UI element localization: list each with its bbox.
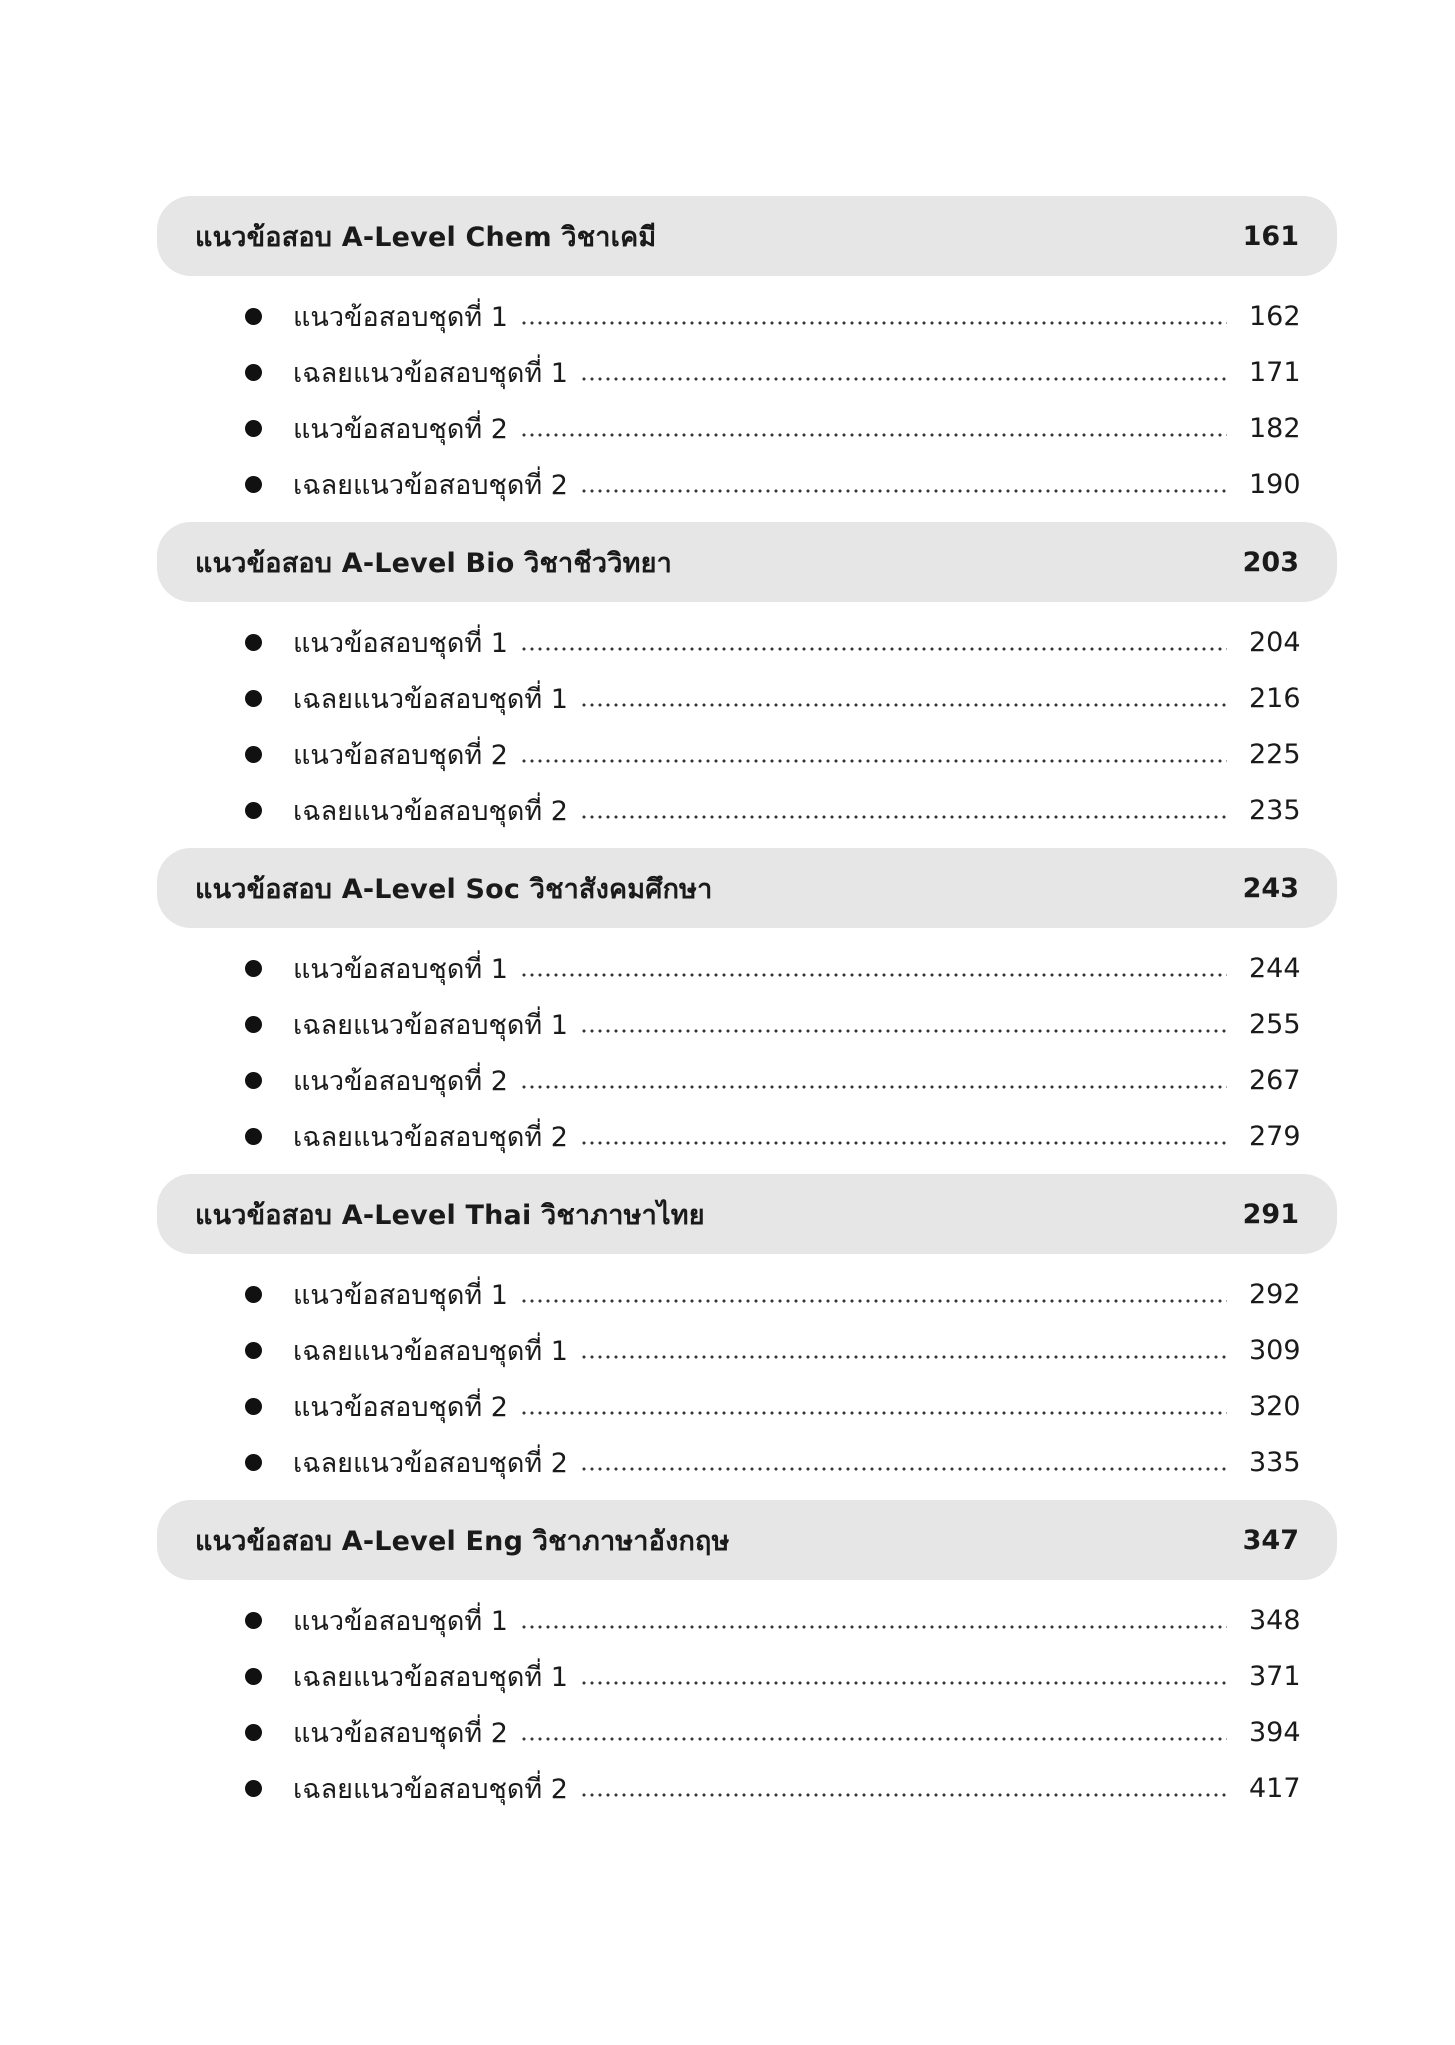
toc-entry bbox=[157, 726, 1337, 782]
toc-entry-page: 371 bbox=[1249, 1660, 1301, 1692]
toc-entry bbox=[157, 344, 1337, 400]
toc-entry-label: แนวข้อสอบชุดที่ 2 bbox=[293, 1065, 508, 1097]
bullet-icon bbox=[245, 1724, 262, 1741]
dot-leader bbox=[520, 973, 1227, 977]
dot-leader bbox=[520, 321, 1227, 325]
toc-entry bbox=[157, 1108, 1337, 1164]
section-page-number: 161 bbox=[1242, 220, 1299, 252]
toc-entry bbox=[157, 400, 1337, 456]
dot-leader bbox=[520, 433, 1227, 437]
toc-entry bbox=[157, 614, 1337, 670]
toc-entry-page: 394 bbox=[1249, 1716, 1301, 1748]
toc-entry-page: 171 bbox=[1249, 356, 1301, 388]
toc-entry-label: เฉลยแนวข้อสอบชุดที่ 1 bbox=[293, 1335, 568, 1367]
toc-entry bbox=[157, 1704, 1337, 1760]
section-items bbox=[157, 1254, 1337, 1490]
toc-entry bbox=[157, 670, 1337, 726]
toc-entry-page: 309 bbox=[1249, 1334, 1301, 1366]
bullet-icon bbox=[245, 960, 262, 977]
dot-leader bbox=[580, 1681, 1227, 1685]
toc-entry-label: เฉลยแนวข้อสอบชุดที่ 1 bbox=[293, 1661, 568, 1693]
bullet-icon bbox=[245, 1668, 262, 1685]
toc-entry-label: แนวข้อสอบชุดที่ 1 bbox=[293, 1279, 508, 1311]
dot-leader bbox=[520, 759, 1227, 763]
bullet-icon bbox=[245, 802, 262, 819]
toc-entry bbox=[157, 1434, 1337, 1490]
toc-entry bbox=[157, 1378, 1337, 1434]
toc-entry-label: แนวข้อสอบชุดที่ 1 bbox=[293, 301, 508, 333]
section-page-number: 243 bbox=[1242, 872, 1299, 904]
section-header bbox=[157, 1174, 1337, 1254]
toc-entry-page: 279 bbox=[1249, 1120, 1301, 1152]
section-items bbox=[157, 1580, 1337, 1816]
bullet-icon bbox=[245, 308, 262, 325]
section-header bbox=[157, 848, 1337, 928]
toc-entry-page: 190 bbox=[1249, 468, 1301, 500]
section-title: แนวข้อสอบ A-Level Bio วิชาชีววิทยา bbox=[195, 547, 672, 579]
dot-leader bbox=[580, 1355, 1227, 1359]
toc-entry-label: แนวข้อสอบชุดที่ 1 bbox=[293, 1605, 508, 1637]
dot-leader bbox=[580, 377, 1227, 381]
section-title: แนวข้อสอบ A-Level Thai วิชาภาษาไทย bbox=[195, 1199, 705, 1231]
bullet-icon bbox=[245, 1398, 262, 1415]
toc-entry-label: แนวข้อสอบชุดที่ 1 bbox=[293, 953, 508, 985]
toc-entry-label: แนวข้อสอบชุดที่ 1 bbox=[293, 627, 508, 659]
toc-entry-label: เฉลยแนวข้อสอบชุดที่ 2 bbox=[293, 469, 568, 501]
toc-entry-label: แนวข้อสอบชุดที่ 2 bbox=[293, 413, 508, 445]
section-header bbox=[157, 522, 1337, 602]
table-of-contents bbox=[157, 196, 1337, 1826]
dot-leader bbox=[580, 489, 1227, 493]
toc-section-chem bbox=[157, 196, 1337, 512]
dot-leader bbox=[580, 1467, 1227, 1471]
bullet-icon bbox=[245, 746, 262, 763]
toc-entry bbox=[157, 940, 1337, 996]
toc-entry bbox=[157, 1266, 1337, 1322]
dot-leader bbox=[520, 1625, 1227, 1629]
toc-entry-page: 216 bbox=[1249, 682, 1301, 714]
bullet-icon bbox=[245, 1072, 262, 1089]
toc-entry bbox=[157, 1052, 1337, 1108]
toc-entry bbox=[157, 1760, 1337, 1816]
bullet-icon bbox=[245, 1286, 262, 1303]
dot-leader bbox=[520, 647, 1227, 651]
section-items bbox=[157, 276, 1337, 512]
toc-entry bbox=[157, 996, 1337, 1052]
section-items bbox=[157, 928, 1337, 1164]
dot-leader bbox=[520, 1737, 1227, 1741]
toc-entry bbox=[157, 1592, 1337, 1648]
toc-entry bbox=[157, 1648, 1337, 1704]
toc-entry-page: 204 bbox=[1249, 626, 1301, 658]
toc-section-soc bbox=[157, 848, 1337, 1164]
toc-entry-label: เฉลยแนวข้อสอบชุดที่ 2 bbox=[293, 795, 568, 827]
toc-entry bbox=[157, 456, 1337, 512]
toc-section-eng bbox=[157, 1500, 1337, 1816]
toc-entry-page: 348 bbox=[1249, 1604, 1301, 1636]
section-title: แนวข้อสอบ A-Level Eng วิชาภาษาอังกฤษ bbox=[195, 1525, 730, 1557]
bullet-icon bbox=[245, 1454, 262, 1471]
toc-entry-label: แนวข้อสอบชุดที่ 2 bbox=[293, 1391, 508, 1423]
toc-entry-page: 244 bbox=[1249, 952, 1301, 984]
toc-entry-page: 255 bbox=[1249, 1008, 1301, 1040]
section-page-number: 291 bbox=[1242, 1198, 1299, 1230]
dot-leader bbox=[580, 703, 1227, 707]
section-title: แนวข้อสอบ A-Level Chem วิชาเคมี bbox=[195, 221, 657, 253]
toc-entry-page: 320 bbox=[1249, 1390, 1301, 1422]
section-header bbox=[157, 196, 1337, 276]
toc-entry-page: 225 bbox=[1249, 738, 1301, 770]
bullet-icon bbox=[245, 476, 262, 493]
toc-entry-label: เฉลยแนวข้อสอบชุดที่ 2 bbox=[293, 1447, 568, 1479]
section-items bbox=[157, 602, 1337, 838]
toc-entry-page: 335 bbox=[1249, 1446, 1301, 1478]
toc-entry bbox=[157, 1322, 1337, 1378]
dot-leader bbox=[580, 1029, 1227, 1033]
toc-entry bbox=[157, 288, 1337, 344]
dot-leader bbox=[580, 1793, 1227, 1797]
dot-leader bbox=[520, 1299, 1227, 1303]
section-page-number: 203 bbox=[1242, 546, 1299, 578]
toc-entry-page: 235 bbox=[1249, 794, 1301, 826]
toc-entry-label: เฉลยแนวข้อสอบชุดที่ 1 bbox=[293, 1009, 568, 1041]
bullet-icon bbox=[245, 1016, 262, 1033]
toc-section-thai bbox=[157, 1174, 1337, 1490]
toc-entry-label: เฉลยแนวข้อสอบชุดที่ 2 bbox=[293, 1121, 568, 1153]
dot-leader bbox=[520, 1411, 1227, 1415]
section-title: แนวข้อสอบ A-Level Soc วิชาสังคมศึกษา bbox=[195, 873, 713, 905]
section-page-number: 347 bbox=[1242, 1524, 1299, 1556]
bullet-icon bbox=[245, 1780, 262, 1797]
toc-entry-label: แนวข้อสอบชุดที่ 2 bbox=[293, 739, 508, 771]
bullet-icon bbox=[245, 1128, 262, 1145]
bullet-icon bbox=[245, 364, 262, 381]
dot-leader bbox=[520, 1085, 1227, 1089]
toc-entry-label: เฉลยแนวข้อสอบชุดที่ 1 bbox=[293, 683, 568, 715]
dot-leader bbox=[580, 1141, 1227, 1145]
toc-section-bio bbox=[157, 522, 1337, 838]
toc-entry-label: เฉลยแนวข้อสอบชุดที่ 2 bbox=[293, 1773, 568, 1805]
toc-entry-page: 417 bbox=[1249, 1772, 1301, 1804]
bullet-icon bbox=[245, 634, 262, 651]
bullet-icon bbox=[245, 1612, 262, 1629]
section-header bbox=[157, 1500, 1337, 1580]
toc-entry-page: 267 bbox=[1249, 1064, 1301, 1096]
bullet-icon bbox=[245, 1342, 262, 1359]
toc-entry-label: แนวข้อสอบชุดที่ 2 bbox=[293, 1717, 508, 1749]
toc-entry-label: เฉลยแนวข้อสอบชุดที่ 1 bbox=[293, 357, 568, 389]
toc-entry-page: 182 bbox=[1249, 412, 1301, 444]
dot-leader bbox=[580, 815, 1227, 819]
toc-entry bbox=[157, 782, 1337, 838]
toc-entry-page: 162 bbox=[1249, 300, 1301, 332]
toc-entry-page: 292 bbox=[1249, 1278, 1301, 1310]
bullet-icon bbox=[245, 690, 262, 707]
bullet-icon bbox=[245, 420, 262, 437]
